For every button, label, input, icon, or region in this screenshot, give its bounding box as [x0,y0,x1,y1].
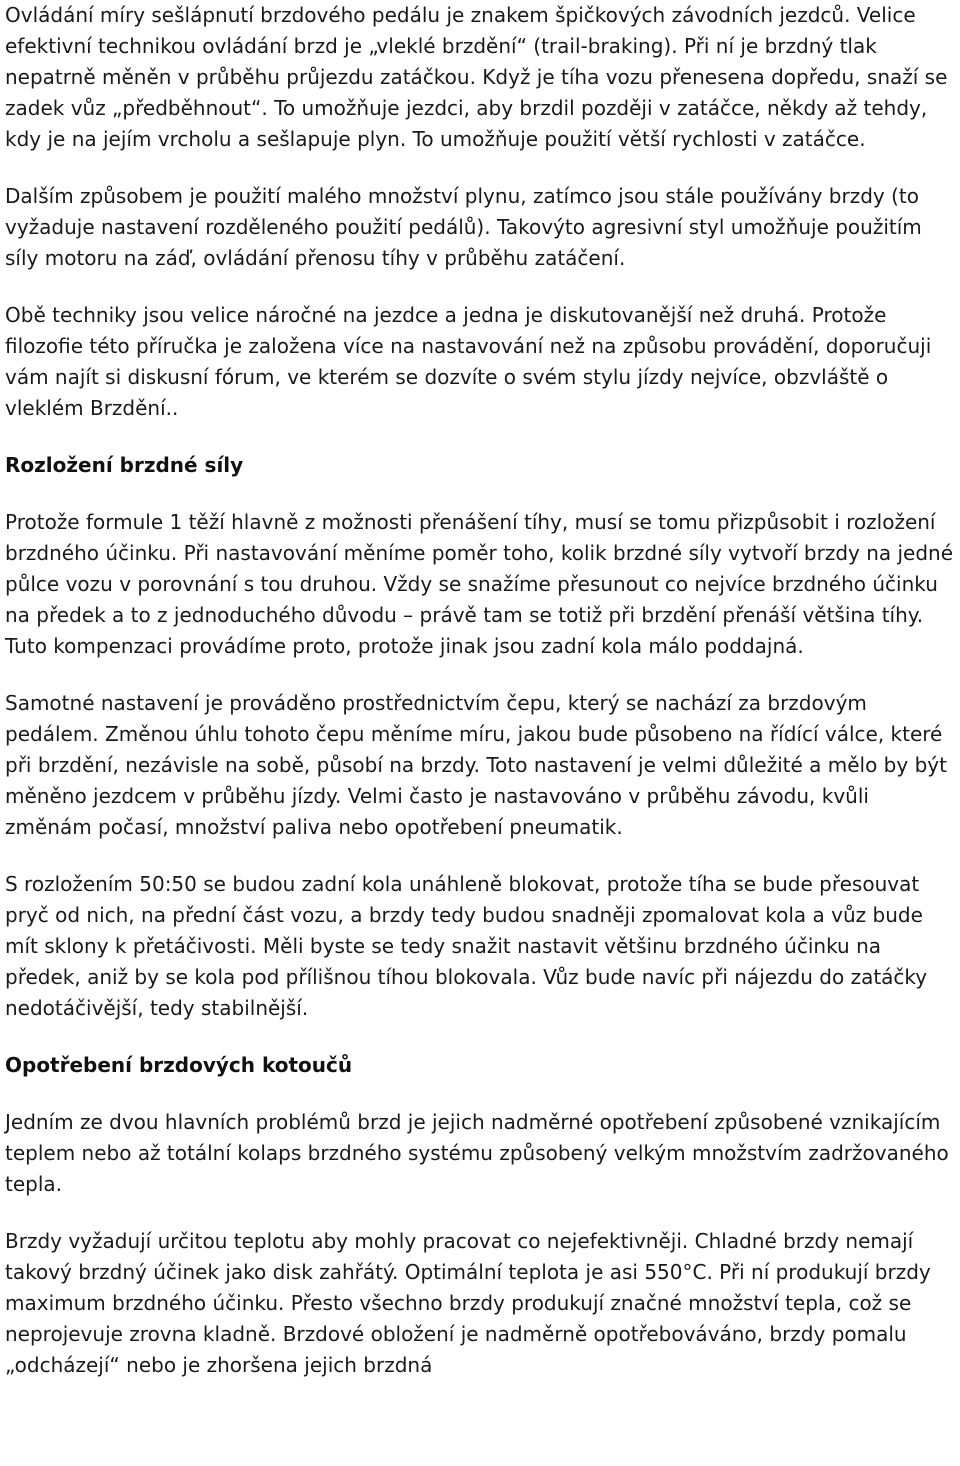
paragraph-brake-distribution: Protože formule 1 těží hlavně z možnosti přenášení tíhy, musí se tomu přizpůsobit i rozložení brzdného účinku. Při nastavování měníme poměr toho, kolik brzdné síly vytvoří brzdy na jedné půlce vozu v porovnání s tou druhou. Vždy se snažíme přesunout co nejvíce brzdného účinku na předek a to z jednoduchého důvodu – právě tam se totiž při brzdění přenáší většina tíhy. Tuto kompenzaci provádíme proto, protože jinak jsou zadní kola málo poddajná. [5,510,954,658]
paragraph-techniques-discussion: Obě techniky jsou velice náročné na jezdce a jedna je diskutovanější než druhá. Protože filozofie této příručka je založena více na nastavování než na způsobu provádění, doporučuji vám najít si diskusní fórum, ve kterém se dozvíte o svém stylu jízdy nejvíce, obzvláště o vleklém Brzdění.. [5,303,932,420]
paragraph-brake-problems: Jedním ze dvou hlavních problémů brzd je jejich nadměrné opotřebení způsobené vznikajícím teplem nebo až totální kolaps brzdného systému způsobený velkým množstvím zadržovaného tepla. [5,1110,949,1196]
paragraph-brake-temperature: Brzdy vyžadují určitou teplotu aby mohly pracovat co nejefektivněji. Chladné brzdy nemají takový brzdný účinek jako disk zahřátý. Optimální teplota je asi 550°C. Při ní produkují brzdy maximum brzdného účinku. Přesto všechno brzdy produkují značné množství tepla, což se neprojevuje zrovna kladně. Brzdové obložení je nadměrně opotřebováváno, brzdy pomalu „odcházejí“ nebo je zhoršena jejich brzdná [5,1229,931,1377]
paragraph-trail-braking: Ovládání míry sešlápnutí brzdového pedálu je znakem špičkových závodních jezdců. Velice efektivní technikou ovládání brzd je „vleklé brzdění“ (trail-braking). Při ní je brzdný tlak nepatrně měněn v průběhu průjezdu zatáčkou. Když je tíha vozu přenesena dopředu, snaží se zadek vůz „předběhnout“. To umožňuje jezdci, aby brzdil později v zatáčce, někdy až tehdy, kdy je na jejím vrcholu a sešlapuje plyn. To umožňuje použití větší rychlosti v zatáčce. [5,3,948,151]
document-page [5,0,955,1381]
heading-brake-balance: Rozložení brzdné síly [5,453,244,477]
paragraph-brake-bias-setup: Samotné nastavení je prováděno prostřednictvím čepu, který se nachází za brzdovým pedálem. Změnou úhlu tohoto čepu měníme míru, jakou bude působeno na řídící válce, které při brzdění, nezávisle na sobě, působí na brzdy. Toto nastavení je velmi důležité a mělo by být měněno jezdcem v průběhu jízdy. Velmi často je nastavováno v průběhu závodu, kvůli změnám počasí, množství paliva nebo opotřebení pneumatik. [5,691,947,839]
heading-disc-wear: Opotřebení brzdových kotoučů [5,1053,353,1077]
paragraph-brake-ratio-effect: S rozložením 50:50 se budou zadní kola unáhleně blokovat, protože tíha se bude přesouvat pryč od nich, na přední část vozu, a brzdy tedy budou snadněji zpomalovat kola a vůz bude mít sklony k přetáčivosti. Měli byste se tedy snažit nastavit většinu brzdného účinku na předek, aniž by se kola pod přílišnou tíhou blokovala. Vůz bude navíc při nájezdu do zatáčky nedotáčivější, tedy stabilnější. [5,872,928,1020]
paragraph-throttle-technique: Dalším způsobem je použití malého množství plynu, zatímco jsou stále používány brzdy (to vyžaduje nastavení rozděleného použití pedálů). Takovýto agresivní styl umožňuje použitím síly motoru na záď, ovládání přenosu tíhy v průběhu zatáčení. [5,184,922,270]
